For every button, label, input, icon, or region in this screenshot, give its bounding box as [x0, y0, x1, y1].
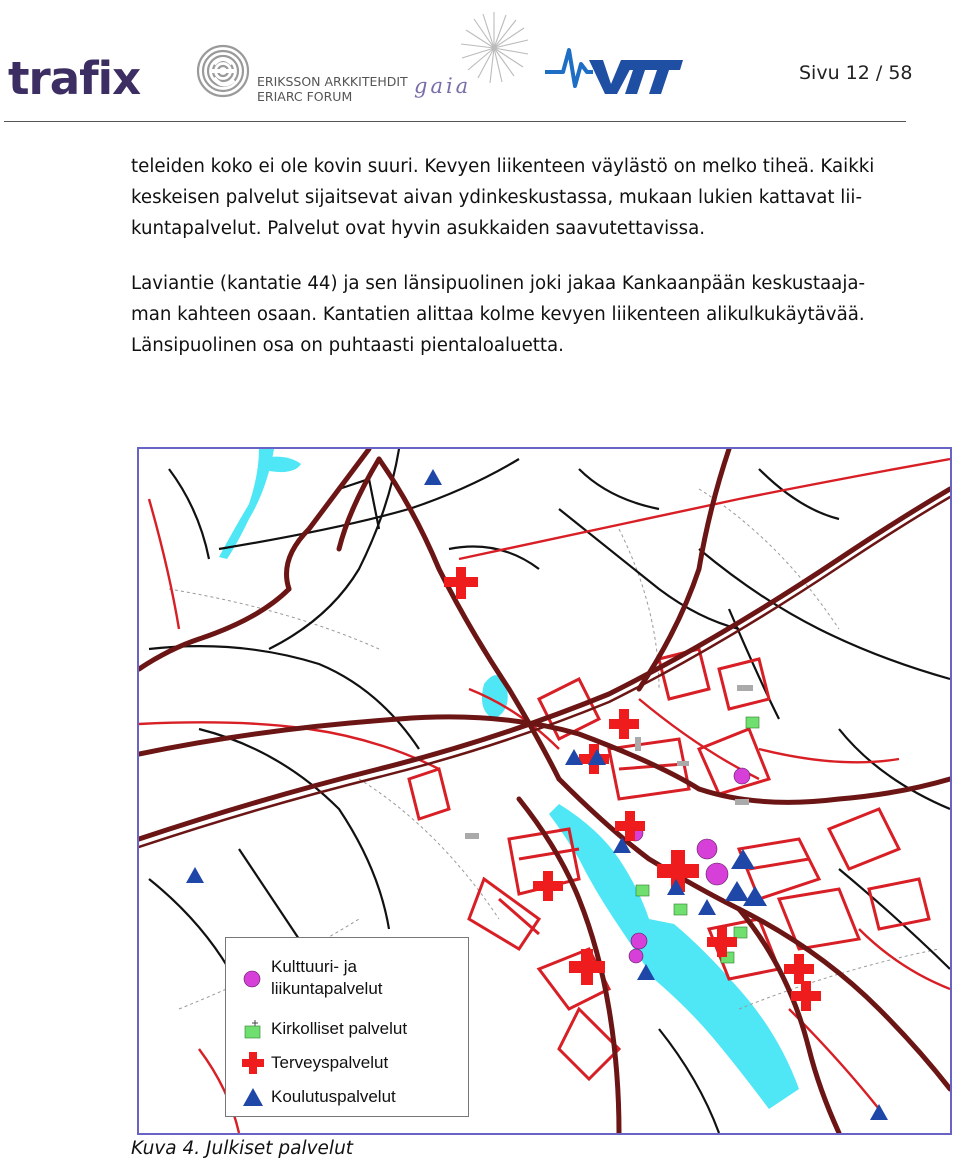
legend-culture-label: [271, 956, 383, 1000]
map-legend: [225, 937, 469, 1117]
page-header: [0, 0, 960, 122]
page-number: Sivu 12 / 58: [799, 62, 913, 84]
figure-caption: Kuva 4. Julkiset palvelut: [131, 1138, 354, 1159]
legend-culture-line1: Kulttuuri- ja: [271, 957, 357, 976]
small-lake: [269, 457, 301, 472]
legend-health-label: Terveyspalvelut: [271, 1053, 389, 1072]
health-cross-icon: [242, 1052, 264, 1074]
paragraph-2-line-1: Laviantie (kantatie 44) ja sen länsipuolinen joki jakaa Kankaanpään keskustaaja-: [131, 273, 866, 294]
legend-school-label: Koulutuspalvelut: [271, 1087, 396, 1106]
eriarc-logo-text: [257, 74, 408, 104]
paragraph-1-line-1: teleiden koko ei ole kovin suuri. Kevyen liikenteen väylästö on melko tiheä. Kaikki: [131, 156, 875, 177]
paragraph-1-line-2: keskeisen palvelut sijaitsevat aivan ydinkeskustassa, mukaan lukien kattavat lii-: [131, 187, 863, 208]
paragraph-1-line-3: kuntapalvelut. Palvelut ovat hyvin asukkaiden saavutettavissa.: [131, 218, 706, 239]
services-map: [137, 447, 952, 1135]
paragraph-1: [131, 151, 901, 244]
school-triangle-icon: [243, 1088, 263, 1106]
church-square-icon: [243, 1020, 263, 1040]
stream-north: [219, 449, 274, 559]
eriarc-logo-mark: [196, 44, 250, 98]
gaia-logo: [406, 10, 536, 105]
vtt-logo: [545, 42, 685, 100]
paragraph-2-line-3: Länsipuolinen osa on puhtaasti pientaloaluetta.: [131, 335, 564, 356]
paragraph-2: [131, 268, 901, 361]
eriarc-line2: ERIARC FORUM: [257, 89, 353, 104]
header-rule: [4, 121, 906, 122]
legend-culture-line2: liikuntapalvelut: [271, 979, 383, 998]
legend-church-label: Kirkolliset palvelut: [271, 1019, 408, 1038]
culture-circle-icon: [243, 970, 261, 988]
trafix-logo: [8, 52, 140, 105]
trafix-logo-text: trafix: [8, 52, 141, 105]
gaia-logo-text: gaia: [414, 74, 472, 98]
eriarc-line1: ERIKSSON ARKKITEHDIT: [257, 74, 408, 89]
paragraph-2-line-2: man kahteen osaan. Kantatien alittaa kolme kevyen liikenteen alikulkukäytävää.: [131, 304, 865, 325]
